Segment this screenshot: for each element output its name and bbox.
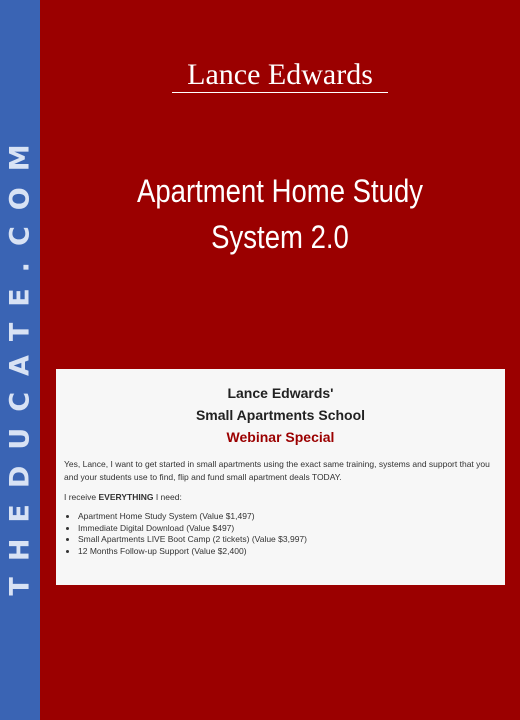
included-items-list [56, 511, 505, 557]
heading-line-1: Lance Edwards' [227, 385, 334, 401]
receive-line [64, 491, 497, 504]
list-item: • Apartment Home Study System (Value $1,497) [78, 511, 505, 523]
receive-suffix: I need: [153, 492, 182, 502]
panel-body [64, 458, 497, 504]
heading-line-2: Small Apartments School [195, 407, 366, 423]
panel-heading [56, 382, 505, 448]
list-item: • Immediate Digital Download (Value $497) [78, 523, 505, 535]
list-item: • 12 Months Follow-up Support (Value $2,400) [78, 546, 505, 558]
title-line-1: Apartment Home Study [136, 173, 424, 209]
product-title [74, 168, 487, 260]
author-name: Lance Edwards [187, 58, 373, 91]
heading-special: Webinar Special [226, 429, 335, 445]
receive-emphasis: EVERYTHING [98, 492, 154, 502]
side-band [0, 0, 40, 720]
title-line-2: System 2.0 [211, 219, 349, 255]
intro-paragraph: Yes, Lance, I want to get started in small apartments using the exact same training, systems and support that you and your students use to find, flip and fund small apartment deals TODAY. [64, 459, 490, 482]
offer-panel [56, 369, 505, 585]
cover [40, 0, 520, 720]
author-underline [172, 92, 388, 93]
watermark-text: THEDUCATE.COM [4, 128, 36, 596]
receive-prefix: I receive [64, 492, 99, 502]
list-item: • Small Apartments LIVE Boot Camp (2 tickets) (Value $3,997) [78, 534, 505, 546]
